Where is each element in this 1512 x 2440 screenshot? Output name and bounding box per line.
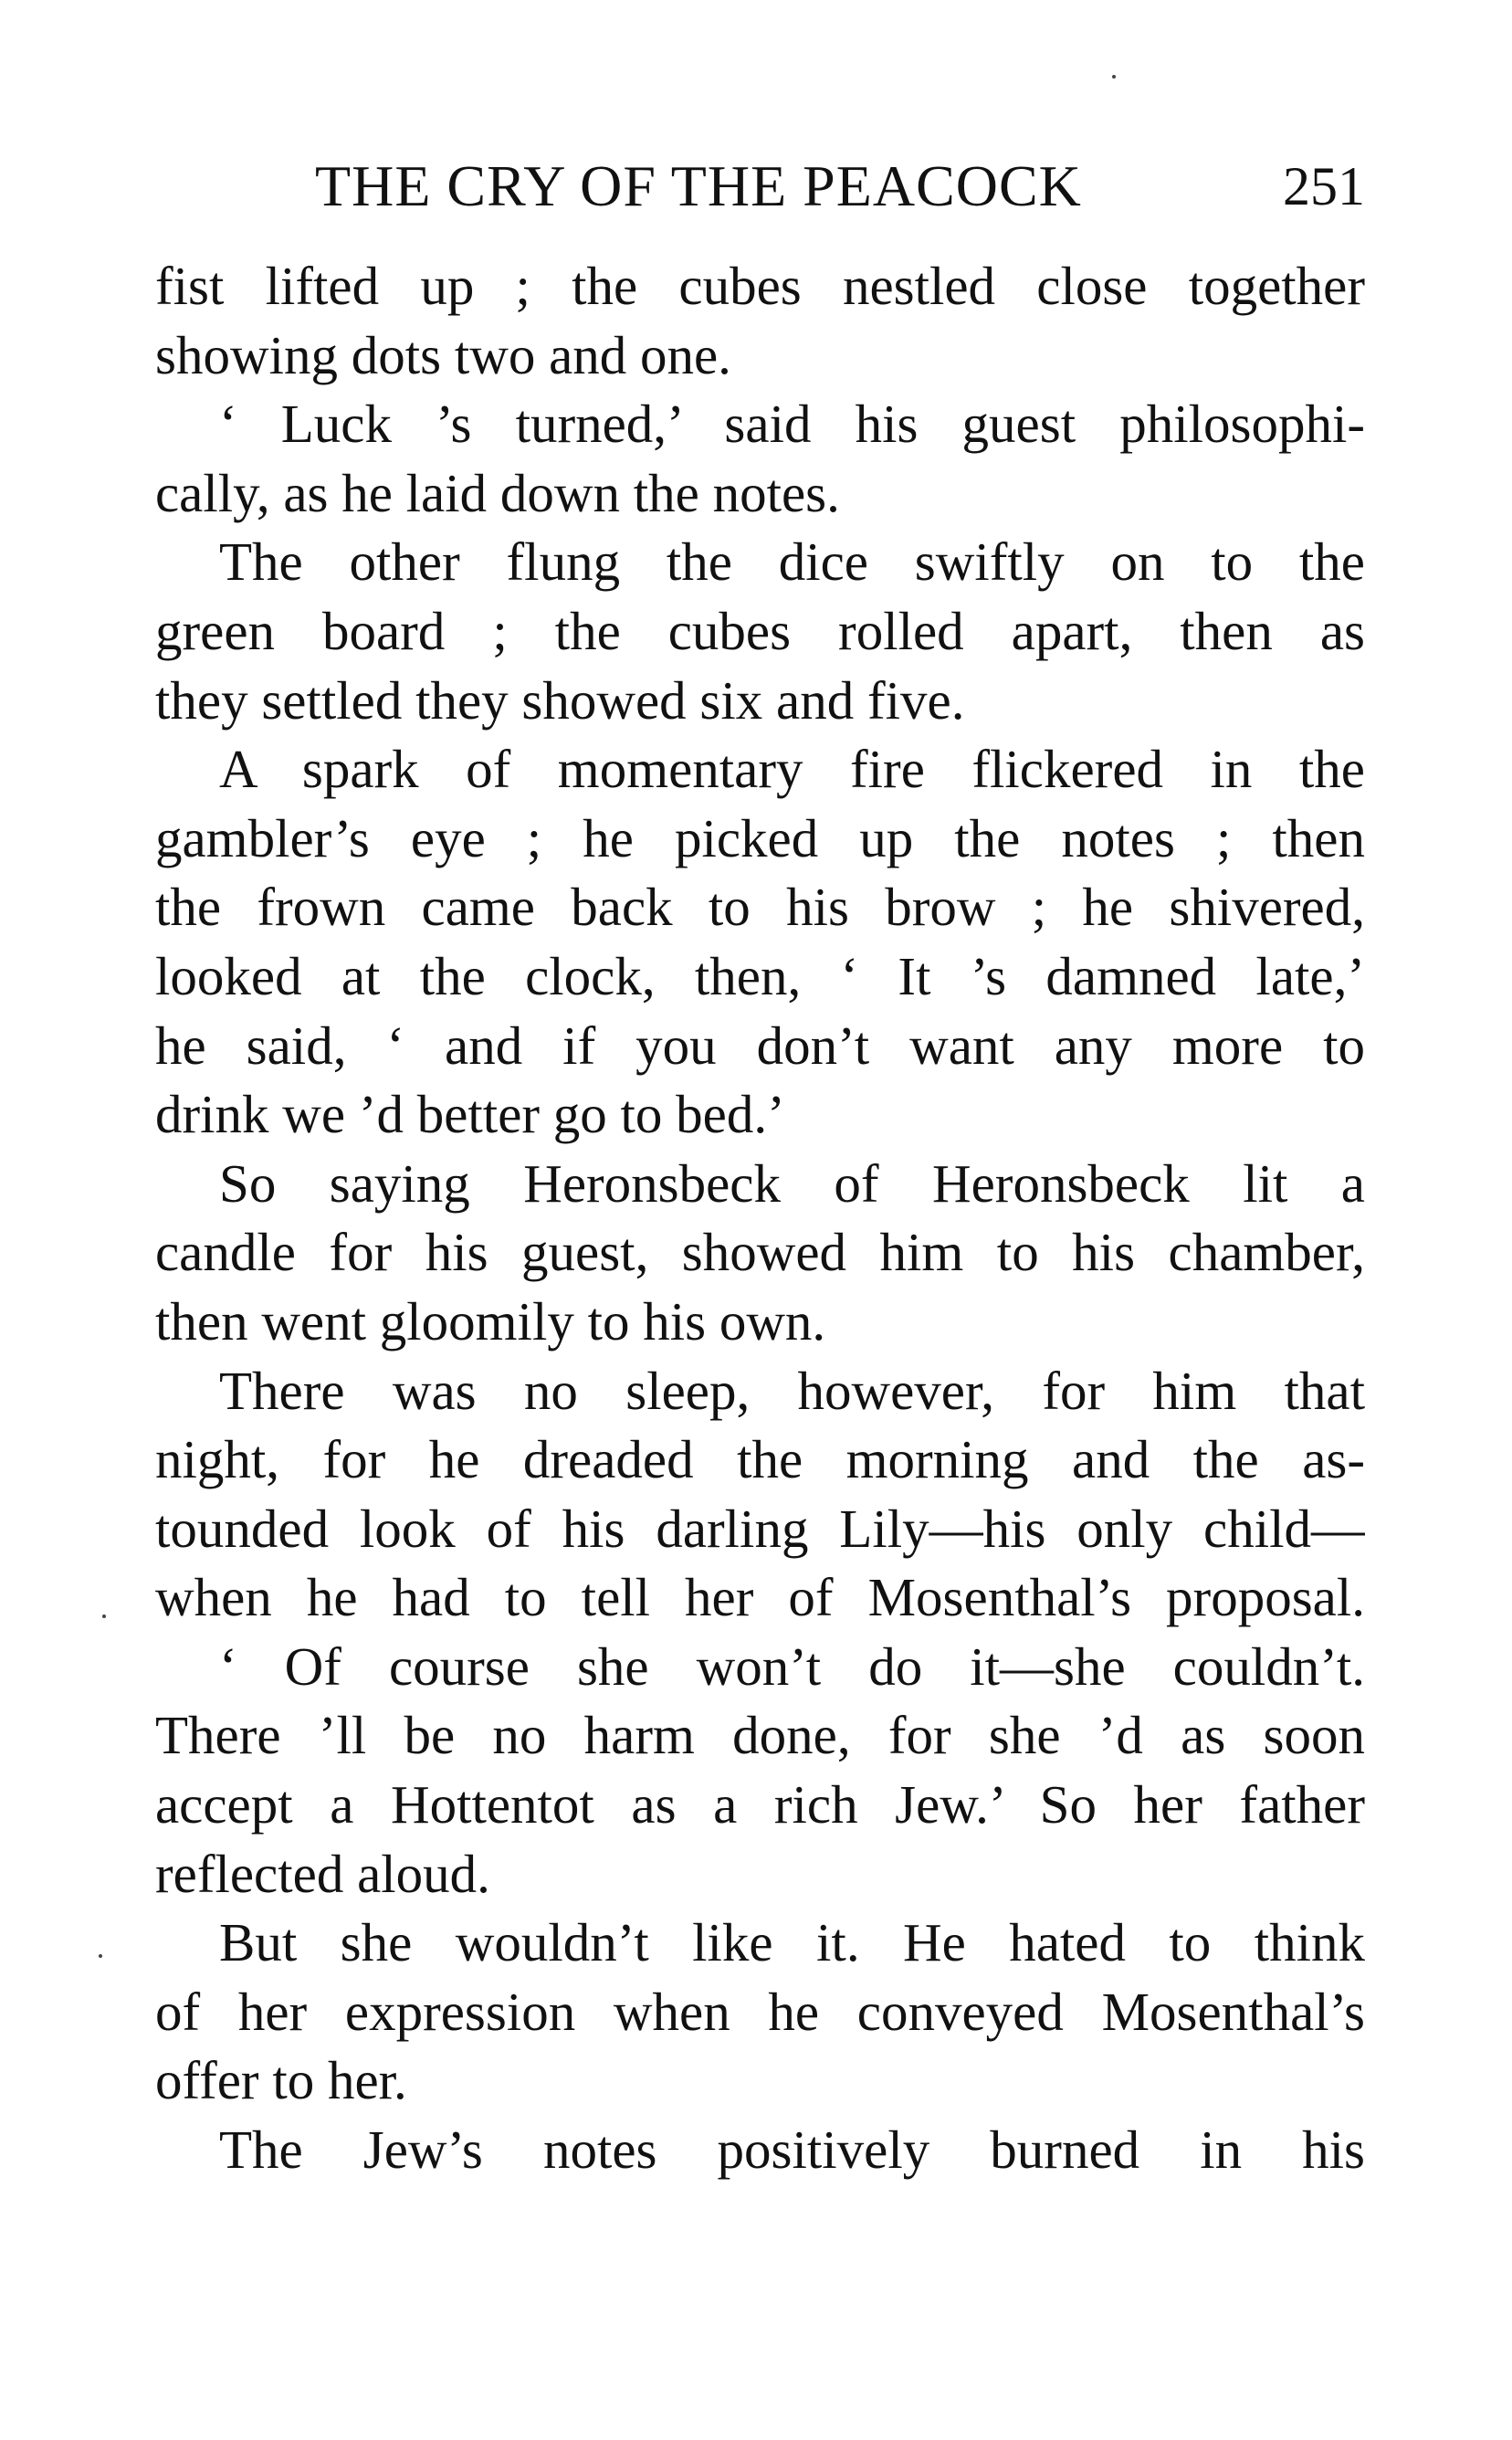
text-line: tounded look of his darling Lily—his only child— (155, 1498, 1365, 1559)
text-line: then went gloomily to his own. (155, 1290, 826, 1351)
text-line: The Jew’s notes positively burned in his (219, 2119, 1365, 2181)
text-line: A spark of momentary fire flickered in the (219, 739, 1365, 800)
text-line: cally, as he laid down the notes. (155, 462, 840, 523)
text-line: when he had to tell her of Mosenthal’s proposal. (155, 1567, 1365, 1628)
text-line: showing dots two and one. (155, 324, 731, 385)
text-line: gambler’s eye ; he picked up the notes ; then (155, 807, 1365, 868)
text-line: There was no sleep, however, for him that (219, 1360, 1365, 1421)
text-line: candle for his guest, showed him to his chamber, (155, 1222, 1365, 1283)
running-title: THE CRY OF THE PEACOCK (315, 153, 1082, 218)
text-line: night, for he dreaded the morning and the as- (155, 1429, 1365, 1490)
text-line: green board ; the cubes rolled apart, then as (155, 600, 1365, 661)
text-line: looked at the clock, then, ‘ It ’s damned late,’ (155, 945, 1365, 1006)
print-speck (1112, 75, 1116, 79)
text-line: drink we ’d better go to bed.’ (155, 1084, 785, 1145)
text-line: reflected aloud. (155, 1843, 490, 1904)
text-line: There ’ll be no harm done, for she ’d as soon (155, 1705, 1365, 1766)
text-line: they settled they showed six and five. (155, 669, 965, 731)
text-line: of her expression when he conveyed Mosenthal’s (155, 1981, 1365, 2042)
print-speck (102, 1614, 106, 1618)
body-text (155, 252, 1365, 2185)
text-line: So saying Heronsbeck of Heronsbeck lit a (219, 1152, 1365, 1214)
text-line: fist lifted up ; the cubes nestled close together (155, 256, 1365, 316)
print-speck (99, 1954, 102, 1958)
text-line: But she wouldn’t like it. He hated to think (219, 1912, 1365, 1973)
page-number: 251 (1283, 156, 1365, 216)
text-line: he said, ‘ and if you don’t want any more to (155, 1015, 1365, 1076)
page-header (315, 153, 1365, 219)
text-line: accept a Hottentot as a rich Jew.’ So her father (155, 1774, 1365, 1835)
text-line: offer to her. (155, 2050, 407, 2111)
text-line: ‘ Luck ’s turned,’ said his guest philosophi- (219, 394, 1365, 455)
text-line: The other flung the dice swiftly on to the (219, 531, 1365, 593)
text-line: the frown came back to his brow ; he shivered, (155, 877, 1365, 938)
text-line: ‘ Of course she won’t do it—she couldn’t. (219, 1635, 1365, 1697)
